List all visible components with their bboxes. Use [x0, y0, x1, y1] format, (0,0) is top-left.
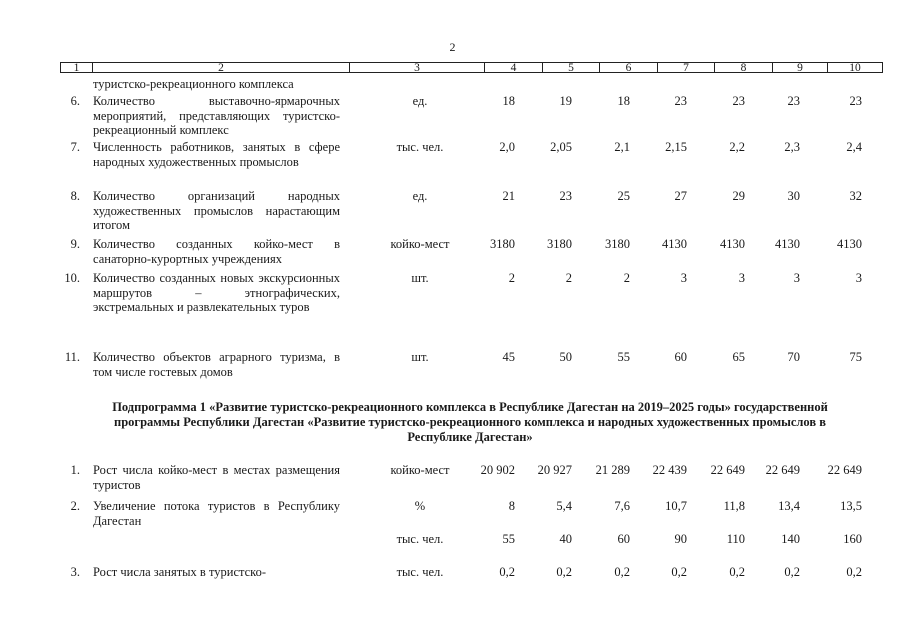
subprogram-title: Подпрограмма 1 «Развитие туристско-рекреационного комплекса в Республике Дагестан на 2019–2025 годы» государственной программы Республики Дагестан «Развитие туристско-рекреационного комплекса и народных художественных промыслов в Республике Дагестан» — [112, 400, 828, 444]
header-cell: 10 — [828, 62, 883, 73]
value-cell: 13,5 — [840, 499, 862, 513]
value-cell: 32 — [849, 189, 862, 203]
indicator-name: Количество созданных койко-мест в санаторно-курортных учреждениях — [93, 237, 340, 266]
value-cell: 0,2 — [846, 565, 862, 579]
value-cell: 2,4 — [846, 140, 862, 154]
value-cell: 23 — [732, 94, 745, 108]
value-cell: 110 — [726, 532, 745, 546]
header-cell: 5 — [543, 62, 600, 73]
value-cell: 23 — [849, 94, 862, 108]
row-number: 2. — [70, 499, 80, 513]
value-cell: 65 — [732, 350, 745, 364]
row-number: 3. — [70, 565, 80, 579]
unit-cell: ед. — [412, 94, 428, 108]
row-number: 6. — [70, 94, 80, 108]
indicator-name: Количество выставочно-ярмарочных мероприятий, представляющих туристско-рекреационный комплекс — [93, 94, 340, 137]
value-cell: 2,1 — [614, 140, 630, 154]
value-cell: 8 — [508, 499, 515, 513]
value-cell: 55 — [617, 350, 630, 364]
unit-cell: ед. — [412, 189, 428, 203]
header-cell: 7 — [658, 62, 715, 73]
value-cell: 29 — [732, 189, 745, 203]
value-cell: 3 — [793, 271, 800, 285]
value-cell: 23 — [674, 94, 687, 108]
value-cell: 21 289 — [595, 463, 630, 477]
value-cell: 70 — [787, 350, 800, 364]
value-cell: 30 — [787, 189, 800, 203]
value-cell: 2,15 — [665, 140, 687, 154]
unit-cell: койко-мест — [390, 463, 450, 477]
unit-cell: шт. — [411, 271, 429, 285]
value-cell: 0,2 — [671, 565, 687, 579]
value-cell: 0,2 — [556, 565, 572, 579]
value-cell: 10,7 — [665, 499, 687, 513]
value-cell: 3 — [738, 271, 745, 285]
value-cell: 20 927 — [537, 463, 572, 477]
value-cell: 2,3 — [784, 140, 800, 154]
value-cell: 160 — [843, 532, 862, 546]
value-cell: 0,2 — [729, 565, 745, 579]
value-cell: 3 — [680, 271, 687, 285]
unit-cell: тыс. чел. — [396, 532, 444, 546]
value-cell: 2,2 — [729, 140, 745, 154]
value-cell: 5,4 — [556, 499, 572, 513]
value-cell: 0,2 — [499, 565, 515, 579]
row-number: 7. — [70, 140, 80, 154]
unit-cell: шт. — [411, 350, 429, 364]
value-cell: 2 — [508, 271, 515, 285]
header-cell: 3 — [350, 62, 485, 73]
value-cell: 18 — [617, 94, 630, 108]
indicator-name: Рост числа занятых в туристско- — [93, 565, 267, 579]
header-cell: 1 — [60, 62, 93, 73]
row-number: 10. — [64, 271, 80, 285]
value-cell: 23 — [787, 94, 800, 108]
indicator-name: Количество организаций народных художественных промыслов нарастающим итогом — [93, 189, 340, 232]
value-cell: 3180 — [547, 237, 572, 251]
value-cell: 2,05 — [550, 140, 572, 154]
value-cell: 25 — [617, 189, 630, 203]
value-cell: 3 — [855, 271, 862, 285]
value-cell: 4130 — [837, 237, 862, 251]
value-cell: 20 902 — [480, 463, 515, 477]
header-cell: 9 — [773, 62, 828, 73]
indicator-name: Количество объектов аграрного туризма, в том числе гостевых домов — [93, 350, 340, 379]
value-cell: 40 — [559, 532, 572, 546]
value-cell: 55 — [502, 532, 515, 546]
value-cell: 2 — [565, 271, 572, 285]
value-cell: 4130 — [662, 237, 687, 251]
value-cell: 3180 — [490, 237, 515, 251]
header-cell: 8 — [715, 62, 773, 73]
header-cell: 2 — [93, 62, 350, 73]
value-cell: 18 — [502, 94, 515, 108]
value-cell: 22 649 — [827, 463, 862, 477]
value-cell: 3180 — [605, 237, 630, 251]
value-cell: 21 — [502, 189, 515, 203]
unit-cell: тыс. чел. — [396, 140, 444, 154]
row-number: 9. — [70, 237, 80, 251]
value-cell: 11,8 — [723, 499, 745, 513]
value-cell: 4130 — [775, 237, 800, 251]
unit-cell: % — [414, 499, 426, 513]
value-cell: 19 — [559, 94, 572, 108]
value-cell: 60 — [674, 350, 687, 364]
value-cell: 7,6 — [614, 499, 630, 513]
indicator-name: Рост числа койко-мест в местах размещения туристов — [93, 463, 340, 492]
value-cell: 27 — [674, 189, 687, 203]
value-cell: 50 — [559, 350, 572, 364]
value-cell: 22 439 — [652, 463, 687, 477]
unit-cell: койко-мест — [390, 237, 450, 251]
value-cell: 45 — [502, 350, 515, 364]
value-cell: 60 — [617, 532, 630, 546]
header-cell: 4 — [485, 62, 543, 73]
indicator-name: Количество созданных новых экскурсионных маршрутов – этнографических, экстремальных и развлекательных туров — [93, 271, 340, 314]
header-cell: 6 — [600, 62, 658, 73]
row-number: 11. — [64, 350, 80, 364]
indicator-name: туристско-рекреационного комплекса — [93, 77, 294, 91]
unit-cell: тыс. чел. — [396, 565, 444, 579]
table-header-row — [60, 62, 883, 74]
value-cell: 22 649 — [765, 463, 800, 477]
value-cell: 140 — [781, 532, 800, 546]
value-cell: 23 — [559, 189, 572, 203]
page-number: 2 — [449, 40, 456, 54]
value-cell: 13,4 — [778, 499, 800, 513]
value-cell: 0,2 — [614, 565, 630, 579]
row-number: 8. — [70, 189, 80, 203]
row-number: 1. — [70, 463, 80, 477]
value-cell: 0,2 — [784, 565, 800, 579]
indicator-name: Численность работников, занятых в сфере народных художественных промыслов — [93, 140, 340, 169]
value-cell: 90 — [674, 532, 687, 546]
value-cell: 4130 — [720, 237, 745, 251]
value-cell: 75 — [849, 350, 862, 364]
value-cell: 2,0 — [499, 140, 515, 154]
indicator-name: Увеличение потока туристов в Республику Дагестан — [93, 499, 340, 528]
value-cell: 2 — [623, 271, 630, 285]
value-cell: 22 649 — [710, 463, 745, 477]
